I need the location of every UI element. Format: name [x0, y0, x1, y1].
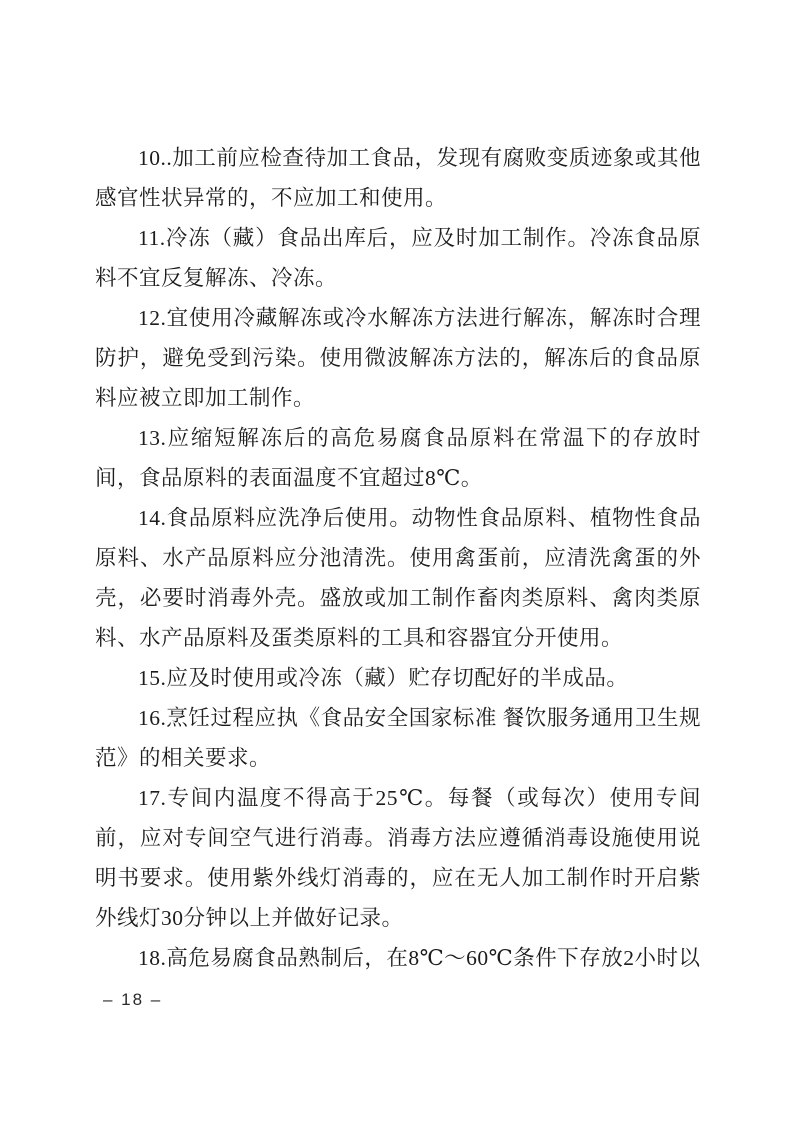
paragraph-item-16: 16.烹饪过程应执《食品安全国家标准 餐饮服务通用卫生规范》的相关要求。 — [95, 706, 701, 770]
paragraph-item-17: 17.专间内温度不得高于25℃。每餐（或每次）使用专间前，应对专间空气进行消毒。消毒方法应遵循消毒设施使用说明书要求。使用紫外线灯消毒的，应在无人加工制作时开启紫外线灯30分钟以上并做好记录。 — [95, 786, 701, 930]
page-number: – 18 – — [103, 990, 163, 1009]
paragraph-item-15: 15.应及时使用或冷冻（藏）贮存切配好的半成品。 — [138, 666, 629, 690]
document-body — [95, 138, 701, 978]
paragraph-item-14: 14.食品原料应洗净后使用。动物性食品原料、植物性食品原料、水产品原料应分池清洗。使用禽蛋前，应清洗禽蛋的外壳，必要时消毒外壳。盛放或加工制作畜肉类原料、禽肉类原料、水产品原料及蛋类原料的工具和容器宜分开使用。 — [95, 506, 701, 650]
paragraph-item-11: 11.冷冻（藏）食品出库后，应及时加工制作。冷冻食品原料不宜反复解冻、冷冻。 — [95, 226, 701, 290]
paragraph-item-18: 18.高危易腐食品熟制后，在8℃～60℃条件下存放2小时以 — [138, 946, 701, 970]
paragraph-item-10: 10..加工前应检查待加工食品，发现有腐败变质迹象或其他感官性状异常的，不应加工和使用。 — [95, 146, 701, 210]
paragraph-item-13: 13.应缩短解冻后的高危易腐食品原料在常温下的存放时间，食品原料的表面温度不宜超过8℃。 — [95, 426, 701, 490]
paragraph-item-12: 12.宜使用冷藏解冻或冷水解冻方法进行解冻，解冻时合理防护，避免受到污染。使用微波解冻方法的，解冻后的食品原料应被立即加工制作。 — [95, 306, 701, 410]
